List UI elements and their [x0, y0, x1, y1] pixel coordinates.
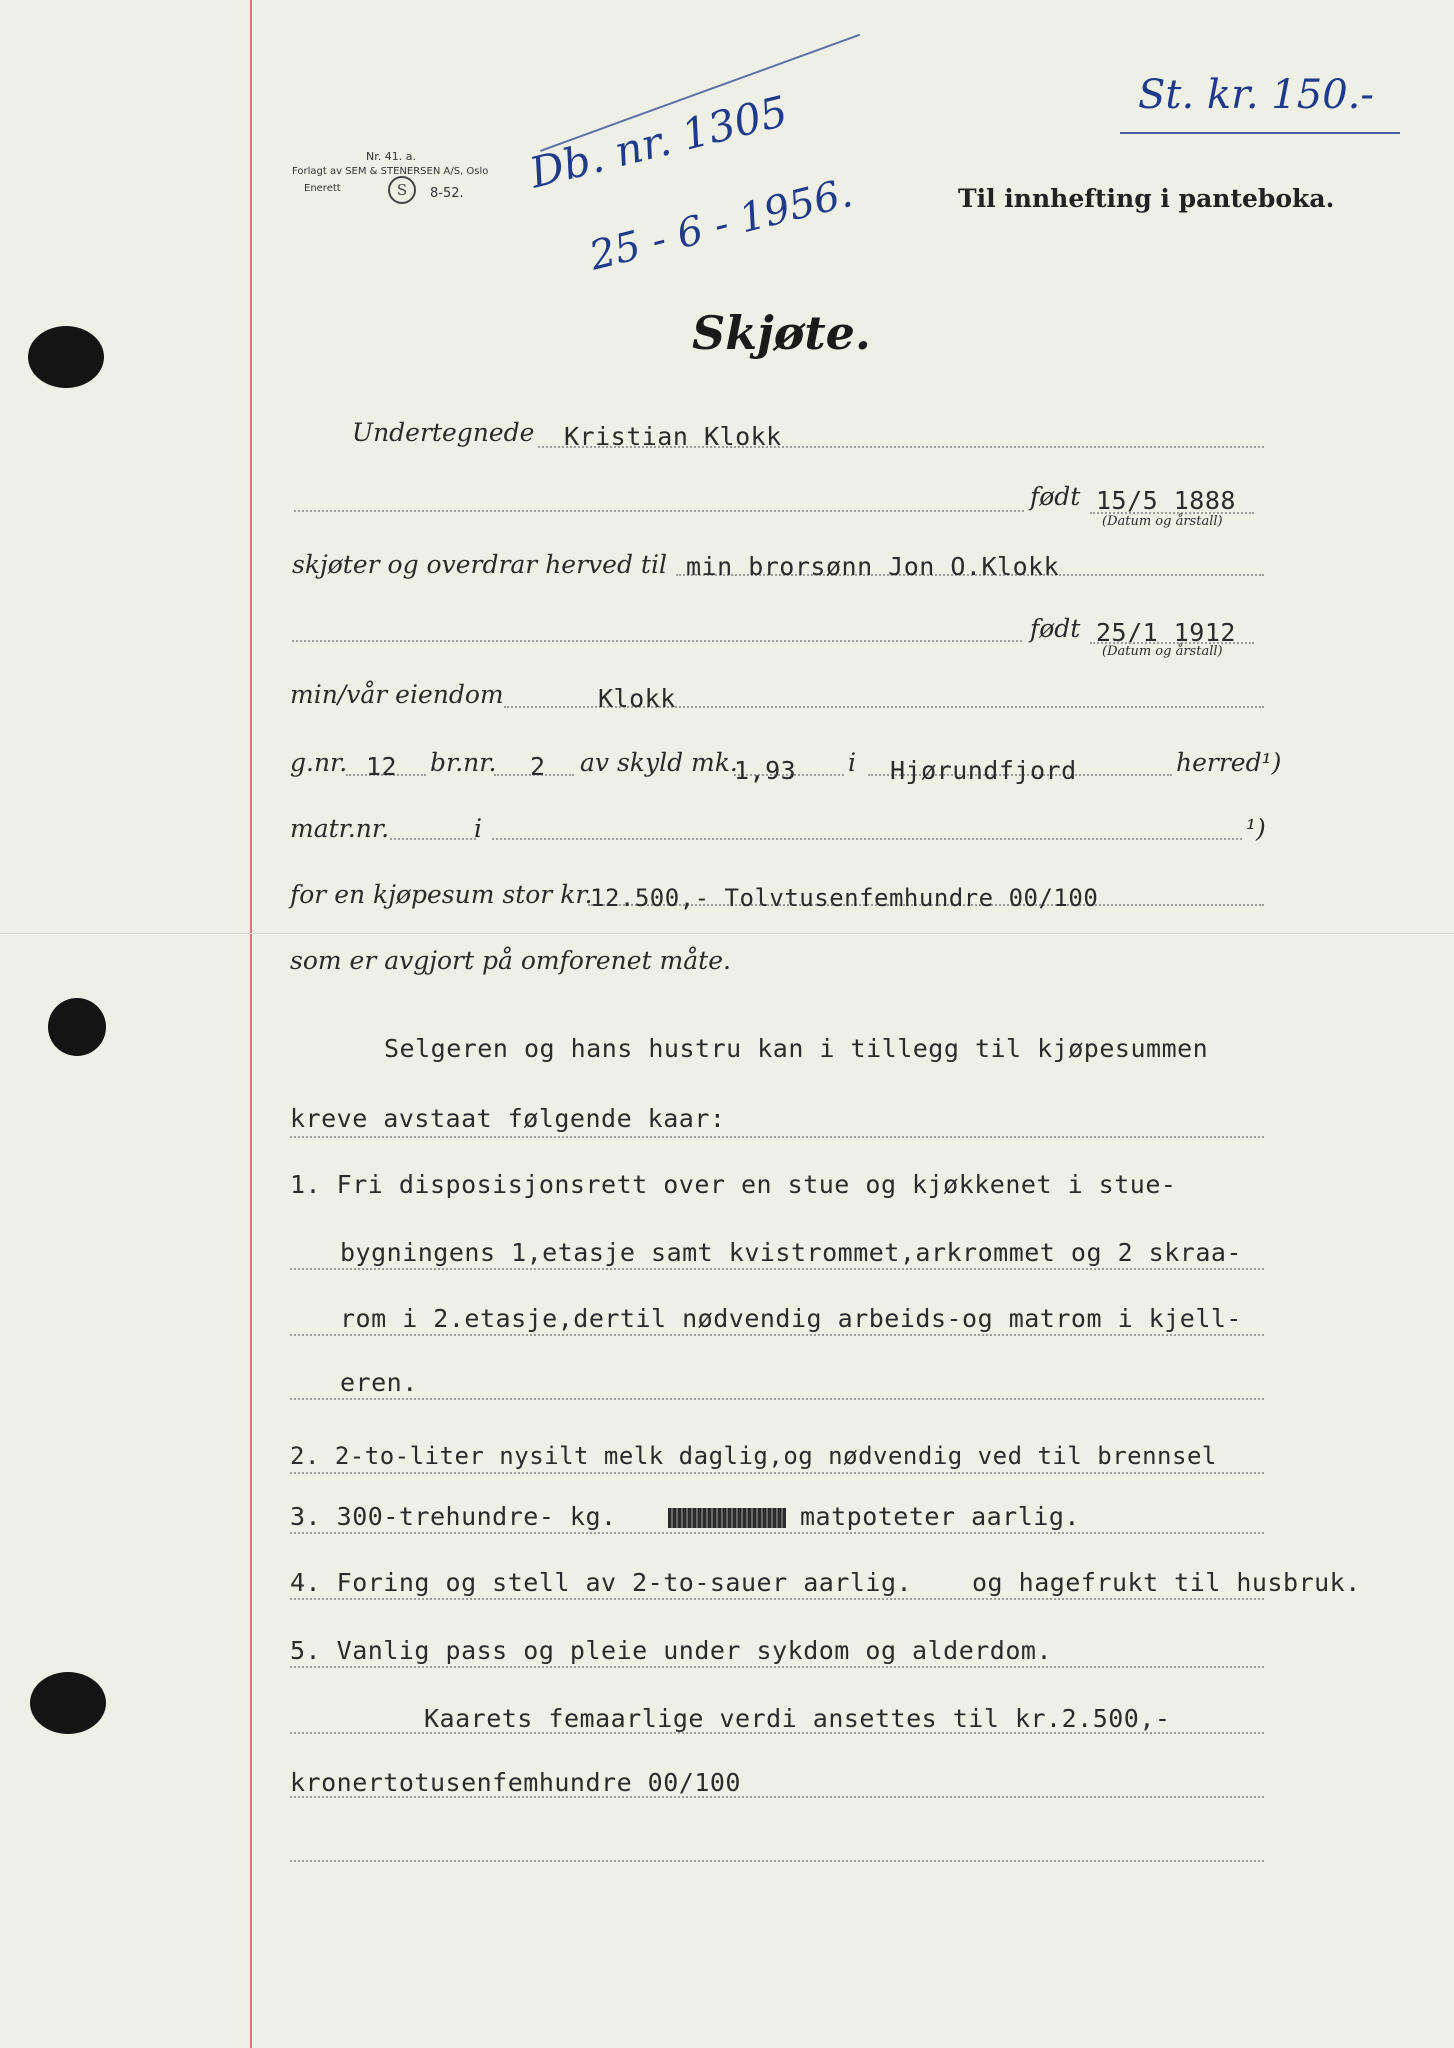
fee-underline [1120, 132, 1400, 134]
body-line-10: 5. Vanlig pass og pleie under sykdom og alderdom. [290, 1636, 1053, 1665]
handwritten-date: 25 - 6 - 1956. [585, 169, 857, 280]
herred-label: herred¹) [1176, 748, 1282, 777]
punch-hole-bottom [30, 1672, 106, 1734]
matr-dotline [390, 838, 476, 840]
matr-footnote: ¹) [1246, 814, 1266, 843]
body-dotline-2 [290, 1136, 1264, 1138]
skyld-i-label: i [848, 748, 856, 777]
conveys-label: skjøter og overdrar herved til [292, 550, 667, 579]
body-dotline-12 [290, 1796, 1264, 1798]
body-line-8-cont: matpoteter aarlig. [800, 1502, 1080, 1531]
body-line-6: eren. [340, 1368, 418, 1397]
body-line-9: 4. Foring og stell av 2-to-sauer aarlig. [290, 1568, 913, 1597]
body-dotline-10 [290, 1666, 1264, 1668]
gnr-label: g.nr. [290, 748, 348, 777]
body-line-5: rom i 2.etasje,dertil nødvendig arbeids-og matrom i kjell- [340, 1304, 1242, 1333]
property-label: min/vår eiendom [290, 680, 504, 709]
body-dotline-6 [290, 1398, 1264, 1400]
struck-out-word [668, 1508, 786, 1528]
matr-label: matr.nr. [290, 814, 390, 843]
body-line-7: 2. 2-to-liter nysilt melk daglig,og nødvendig ved til brennsel [290, 1442, 1217, 1470]
red-margin-line [250, 0, 252, 2048]
bnr-label: br.nr. [430, 748, 497, 777]
body-dotline-11 [290, 1732, 1264, 1734]
form-date: 8-52. [430, 186, 464, 201]
bnr-value: 2 [530, 752, 546, 781]
body-dotline-13 [290, 1860, 1264, 1862]
form-number: Nr. 41. a. [366, 150, 416, 163]
publisher-line: Forlagt av SEM & STENERSEN A/S, Oslo [292, 166, 489, 177]
price-label: for en kjøpesum stor kr. [290, 880, 593, 909]
punch-hole-top [28, 326, 104, 388]
body-line-1: Selgeren og hans hustru kan i tillegg til kjøpesummen [384, 1034, 1209, 1063]
publisher-enerett: Enerett [304, 183, 341, 194]
body-line-8: 3. 300-trehundre- kg. [290, 1502, 617, 1531]
fold-line [0, 933, 1454, 934]
price-value: 12.500,- Tolvtusenfemhundre 00/100 [590, 884, 1099, 912]
born-label-1: født [1030, 482, 1081, 511]
skyld-label: av skyld mk. [580, 748, 738, 777]
punch-hole-middle [48, 998, 106, 1056]
born-date-2: 25/1 1912 [1096, 618, 1236, 647]
body-dotline-8 [290, 1532, 1264, 1534]
body-line-3: 1. Fri disposisjonsrett over en stue og kjøkkenet i stue- [290, 1170, 1177, 1199]
body-line-2: kreve avstaat følgende kaar: [290, 1104, 726, 1133]
gnr-value: 12 [366, 752, 398, 781]
date-hint-2: (Datum og årstall) [1102, 644, 1223, 659]
handwritten-fee: St. kr. 150.- [1138, 72, 1374, 118]
born2-dotline-left [292, 640, 1022, 642]
body-dotline-9 [290, 1598, 1264, 1600]
matr-i-label: i [474, 814, 482, 843]
date-hint-1: (Datum og årstall) [1102, 514, 1223, 529]
body-line-12: kronertotusenfemhundre 00/100 [290, 1768, 741, 1797]
born-date-1: 15/5 1888 [1096, 486, 1236, 515]
body-dotline-7 [290, 1472, 1264, 1474]
body-line-9-cont: og hagefrukt til husbruk. [972, 1568, 1361, 1597]
property-name: Klokk [598, 684, 676, 713]
municipality: Hjørundfjord [890, 756, 1077, 785]
document-title: Skjøte. [692, 306, 871, 360]
body-line-4: bygningens 1,etasje samt kvistrommet,arkrommet og 2 skraa- [340, 1238, 1242, 1267]
born-label-2: født [1030, 614, 1081, 643]
recipient: min brorsønn Jon O.Klokk [686, 552, 1060, 581]
binding-note: Til innhefting i panteboka. [958, 184, 1335, 213]
skyld-value: 1,93 [734, 756, 797, 785]
body-dotline-4 [290, 1268, 1264, 1270]
born1-dotline-left [294, 510, 1024, 512]
undersigned-label: Undertegnede [352, 418, 535, 447]
publisher-logo: S [388, 176, 416, 204]
matr-dotline-right [492, 838, 1242, 840]
body-line-11: Kaarets femaarlige verdi ansettes til kr.2.500,- [424, 1704, 1171, 1733]
body-dotline-5 [290, 1334, 1264, 1336]
settled-text: som er avgjort på omforenet måte. [290, 946, 731, 975]
undersigned-name: Kristian Klokk [564, 422, 782, 451]
handwritten-reference: Db. nr. 1305 [525, 86, 793, 198]
